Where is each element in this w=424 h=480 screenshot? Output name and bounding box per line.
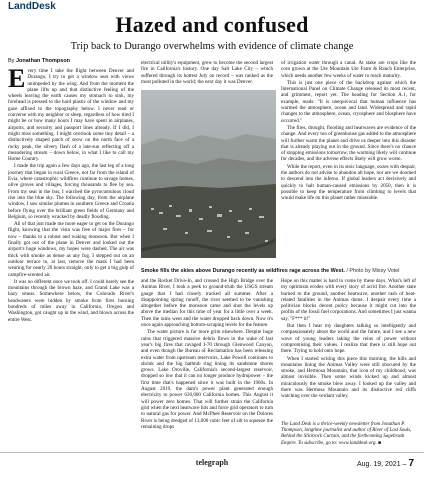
paragraph: Hope on this matter is hard to come by these days. What's left of my optimism erodes with every story of acrid fire. Another state burned to the ground, another heatwave, another rash of heat-related fatalities in the Animas dome. I despair every time a politician blocks decent policy because it might cut into the profits of the fossil fuel corporations. And sometimes I just wanna say, "F*** it!" [281,278,416,322]
paragraph: and the Rocket Drive-In, and crossed the High Bridge over the Animas River, I took a peek to ground-truth the USGS stream gauge that I had closely tracked all summer. After a disappointing spring runoff, the river seemed to be vanishing altogether before the monsoon came and shot the levels up above the median for this time of year for a little over a week. Then the rains went and the water dropped back down. Now it's once again approaching bottom-scraping levels for the feature. [141,278,273,329]
column-3-top [281,60,416,255]
paragraph: of irrigation water through a canal. At stake are crops like the corn grown at the Ute Mountain Ute Farm & Ranch Enterprise, which needs another few weeks of water to reach maturity. [281,60,416,79]
paragraph: All of that just made me more eager to get on the Durango flight, knowing that the vista was free of major fires – for now – thanks to a robust and waking monsoon. But when I finally got out of the plane in Denver and looked out the airport's huge windows, my hopes were dashed. The air was thick with smoke as dense as any fog. I stepped out on an outdoor terrace to, at last, remove the mask I had been wearing for nearly 20 hours straight, only to get a big gulp of campfire-scented air. [8,221,134,278]
paragraph: The water picture is far more grim elsewhere. Despite huge rains that triggered massive debris flows in the wake of last year's big fires that ravaged I-70 through Glenwood Canyon, and even though the Bureau of Reclamation has been releasing extra water from upstream reservoirs, Lake Powell continues to shrink and the big bathtub ring lining its sandstone shores grows. Lake Oroville, California's second-largest reservoir, dropped so low that it can no longer produce hydropower – the first time that's happened since it was built in the 1960s. In August 2019, the dam's power plant generated enough electricity to power 620,000 California homes. This August it will power zero homes. That will further strain the California grid when the next heatwave hits and force grid operators to turn to natural gas for power. And McPhee Reservoir on the Dolores River is being dredged of 13,000 cubic feet of silt to squeeze the remaining drops [141,329,273,430]
photo-credit: / Photo by Missy Votel [346,268,400,274]
deck-subtitle: Trip back to Durango overwhelms with evidence of climate change [70,41,354,52]
footer-divider [0,452,424,453]
paragraph: When I started writing this piece this morning, the hills and mountains lining the Animas Valley were still obscured by the smoke, and Hermosa Mountain, that icon of my childhood, was almost invisible. Then some winds kicked up and almost miraculously the smoke blew away. I looked up the valley and there was Hermosa Mountain and its distinctive red cliffs watching over the verdant valley. [281,355,416,400]
column-2-bottom [141,278,273,448]
footer-date: Aug. 19, 2021 – 7 [357,458,414,469]
paragraph: It was no different once we took off. I could barely see the mountains through the brown haze, and Grand Lake was a hazy smear. Somewhere below, the Colorado River's headwaters were hidden by smoke from fires burning hundreds of miles away in California, Oregon and Washington, got caught up in the wind, and blown across the entire West. [8,278,134,323]
paragraph: This is just one piece of the backdrop against which the International Panel on Climate Change released its most recent, and grimmest, report yet. The heading for Section A.1, for example, reads: "It is unequivocal that human influence has warmed the atmosphere, ocean and land. Widespread and rapid changes to the atmosphere, ocean, cryosphere and biosphere have occurred." [281,79,416,124]
paragraph: I made the trip again a few days ago, the last leg of a long journey that began in rural Greece, not far from the island of Evia, where catastrophic wildfires continue to savage homes, olive groves and villages, forcing thousands to flee by sea. From my seat in the bus, I watched the pyrocumulous cloud rise into the blue sky. The following day, from the airplane window, I saw similar plumes in southern Greece and Croatia before flying over the brilliant green fields of Germany and Belgium, so recently wracked by deadly flooding. [8,163,134,220]
section-tag: LandDesk [8,1,56,12]
column-1 [8,68,134,440]
smoke-photo [141,90,276,258]
author-tagline: The Land Desk is a thrice-weekly newsletter from Jonathan P. Thompson, longtime journalist and author of River of Lost Souls, Behind the Slickrock Curtain, and the forthcoming Sagebrush Empire. To subscribe, go to: www.landdesk.org. ■ [281,422,412,446]
paragraph: The fires, drought, flooding and heatwaves are evidence of the change. And every ton of greenhouse gas added to the atmosphere will further warm the planet and drive us deeper into this disaster that is already playing out in the ground. Since there's no chance of stopping emissions tomorrow, the warming likely will continue for decades, and the adverse effects likely will grow worse. [281,124,416,163]
paragraph: But then I hear my daughters talking so intelligently and compassionately about the world and the future, and I see a new wave of young leaders taking the reins of power without compromising their values. I realize that there is still hope out there. Trying to hold onto hope. [281,323,416,355]
footer-brand: telegraph [195,458,229,467]
paragraph: electrical utility's equipment, grew to become the second largest fire in California's history. One day Salt Lake City – which suffered through its hottest July on record – was ranked as the most polluted in the world; the next day it was Denver. [141,60,273,85]
headline: Hazed and confused [115,12,309,37]
column-2-top [141,60,273,88]
paragraph: While the report, even in its stoic language, oozes with despair, the authors do not advise to abandon all hope, nor are we doomed to descend into the inferno. If global leaders act decisively and quickly to halt human-caused emissions by 2050, then it is possible to keep the temperature from climbing to levels that would make life on this planet rather miserable. [281,163,416,202]
paragraph: Every time I take the flight between Denver and Durango, I try to get a window seat with views unimpeded by the wing. And from the moment the plane lifts up and that distinctive feeling of the wheels leaving the earth causes my stomach to sink, my forehead is pressed to the hard plastic of the window and my gaze affixed to the topography below. I never read or converse with my neighbor or sleep, regardless of how tired I might be or how many hours I may have spent in airplanes, airports, and security and passport lines already. If I did, I might miss something. I might overlook some tiny detail – a distinctively shaped patch of snow on the north face of a rocky peak, the silvery flash of a late-sun reflecting off a meandering stream – down below, in what I like to call my Home Country. [8,68,134,163]
town-valley-image [141,90,276,258]
byline: By Jonathan Thompson [8,58,71,64]
page-number: 7 [408,458,414,469]
drop-cap: E [8,68,26,93]
photo-caption: Smoke fills the skies above Durango recently as wildfires rage across the West. / Photo by Missy Votel [141,268,400,274]
column-3-bottom [281,278,416,418]
